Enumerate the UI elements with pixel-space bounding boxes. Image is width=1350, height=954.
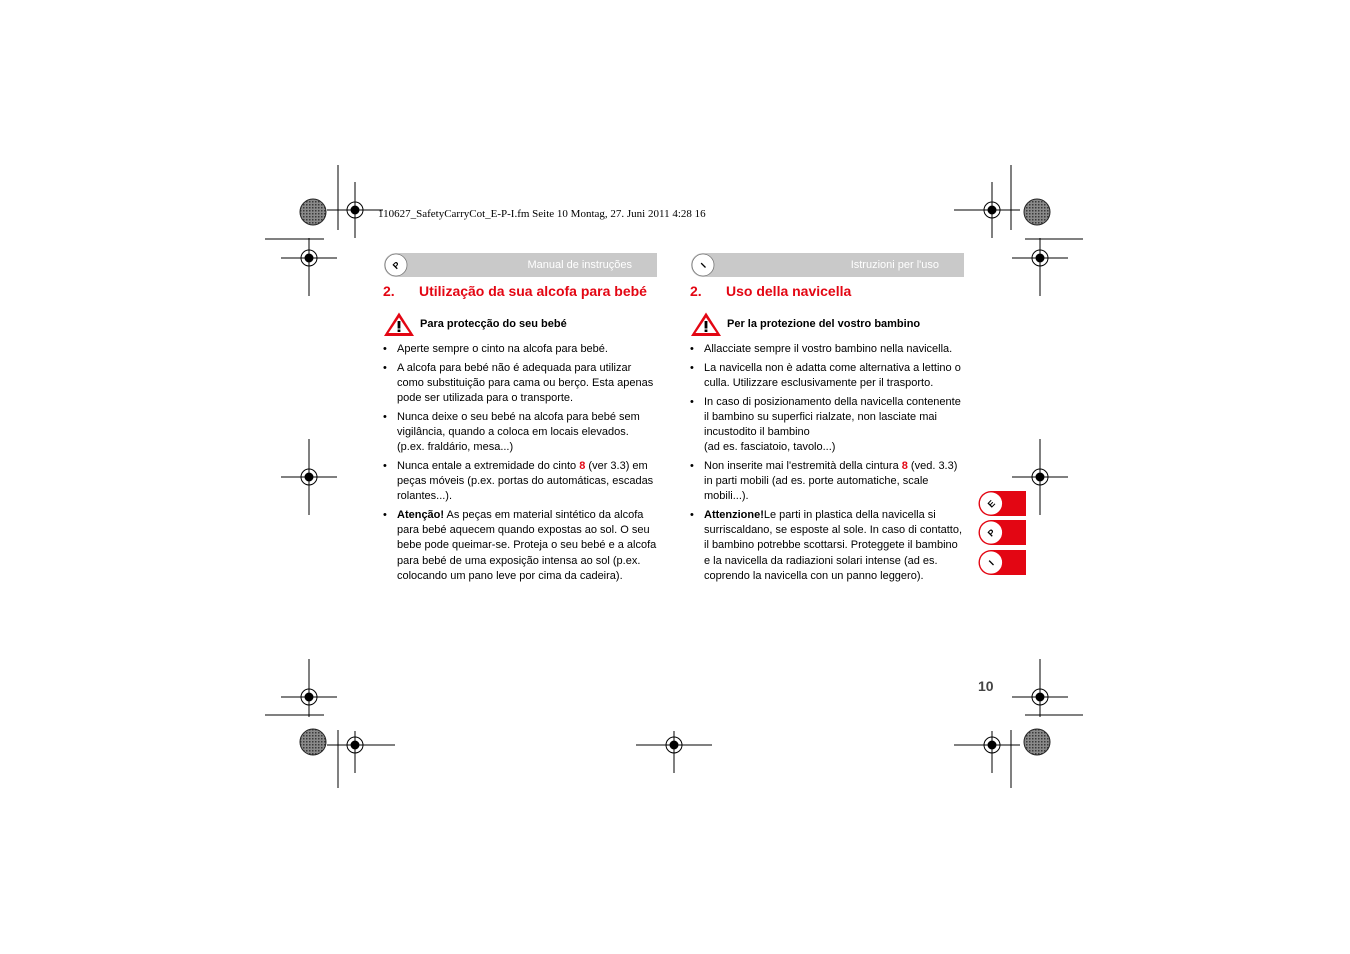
svg-text:P: P [985, 527, 998, 539]
section-number: 2. [383, 283, 395, 299]
language-badge-icon [383, 253, 409, 277]
list-item: • La navicella non è adatta come alternativa a lettino o culla. Utilizzare esclusivamente per il trasporto. [690, 361, 965, 391]
language-badge-letter: I [698, 260, 708, 270]
section-title: Utilização da sua alcofa para bebé [419, 283, 647, 299]
list-item: • In caso di posizionamento della navicella contenente il bambino su superfici rialzate, non lasciate mai incustodito il bambino (ad es. fasciatoio, tavolo...) [690, 395, 965, 456]
list-item: • Aperte sempre o cinto na alcofa para bebé. [383, 342, 658, 357]
language-badge-icon [690, 253, 716, 277]
warning-title: Para protecção do seu bebé [420, 318, 567, 330]
list-item: • Allacciate sempre il vostro bambino nella navicella. [690, 342, 965, 357]
warning-title: Per la protezione del vostro bambino [727, 318, 921, 330]
file-header: 110627_SafetyCarryCot_E-P-I.fm Seite 10 Montag, 27. Juni 2011 4:28 16 [378, 208, 706, 220]
svg-text:I: I [986, 558, 996, 568]
section-title: Uso della navicella [726, 283, 852, 299]
language-tab-i [978, 550, 1026, 575]
section-heading-right [690, 283, 851, 299]
language-badge-letter: P [390, 259, 403, 272]
banner-title: Manual de instruções [527, 259, 632, 271]
list-item: • Nunca entale a extremidade do cinto 8 (ver 3.3) em peças móveis (p.ex. portas do automáticas, escadas rolantes...). [383, 459, 658, 505]
svg-text:E: E [985, 498, 998, 510]
language-tab-e [978, 491, 1026, 516]
list-item: • Atenção! As peças em material sintético da alcofa para bebé aquecem quando expostas ao sol. O seu bebe pode queimar-se. Proteja o seu bebé e a alcofa para bebé de uma exposição intensa ao sol (p.ex. colocando um pano leve por cima da cadeira). [383, 508, 658, 584]
list-item: • Nunca deixe o seu bebé na alcofa para bebé sem vigilância, quando a coloca em locais elevados. (p.ex. fraldário, mesa...) [383, 410, 658, 456]
list-item: • A alcofa para bebé não é adequada para utilizar como substituição para cama ou berço. Esta apenas pode ser utilizada para o transporte. [383, 361, 658, 407]
warning-triangle-icon [383, 311, 415, 337]
part-reference: 8 [579, 459, 586, 472]
page-number: 10 [978, 678, 994, 694]
warning-triangle-icon [690, 311, 722, 337]
banner-left [383, 253, 657, 277]
language-badge-icon [978, 520, 1004, 545]
section-heading-left [383, 283, 647, 299]
list-item: • Non inserite mai l'estremità della cintura 8 (ved. 3.3) in parti mobili (ad es. porte automatiche, scale mobili...). [690, 459, 965, 505]
language-badge-icon [978, 491, 1004, 516]
warning-left [383, 311, 657, 337]
language-tab-p [978, 520, 1026, 545]
part-reference: 8 [901, 459, 908, 472]
bullet-list-left [383, 342, 658, 588]
banner-right [690, 253, 964, 277]
warning-right [690, 311, 964, 337]
list-item: • Attenzione!Le parti in plastica della navicella si surriscaldano, se esposte al sole. In caso di contatto, il bambino potrebbe scottarsi. Proteggete il bambino e la navicella da radiazioni solari intense (ad es. coprendo la navicella con un panno leggero). [690, 508, 965, 584]
section-number: 2. [690, 283, 702, 299]
bullet-list-right [690, 342, 965, 588]
banner-title: Istruzioni per l'uso [850, 259, 939, 271]
language-badge-icon [978, 550, 1004, 575]
